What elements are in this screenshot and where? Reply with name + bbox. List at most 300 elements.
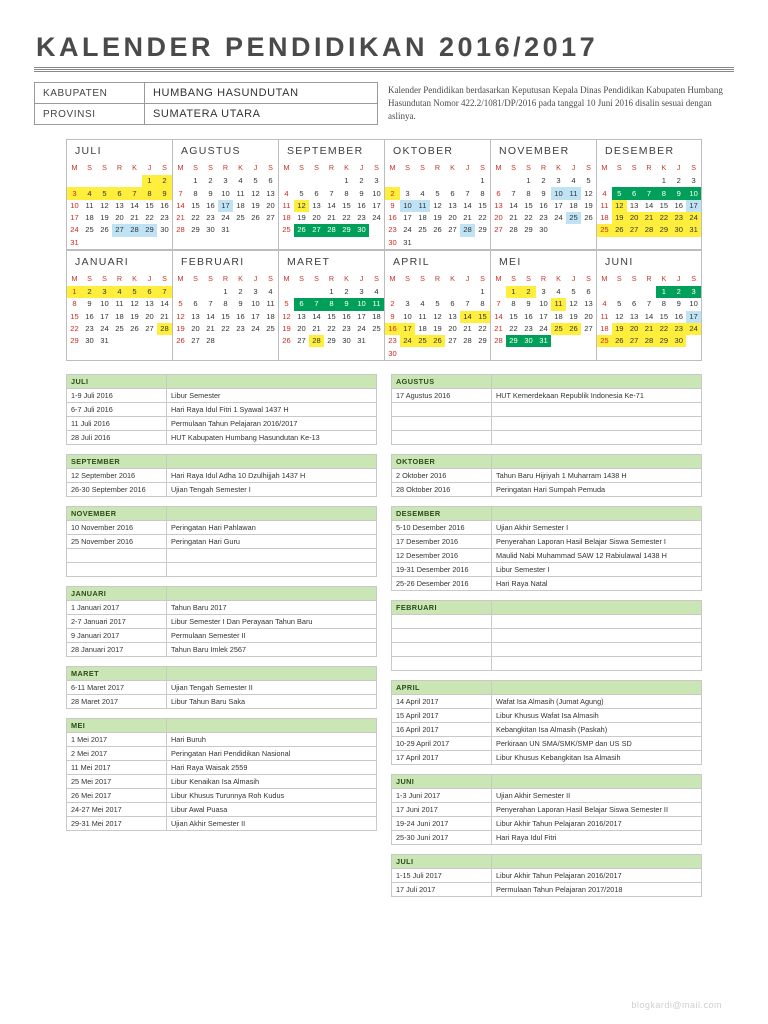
table-row xyxy=(392,882,702,896)
day-cell: 10 xyxy=(100,299,109,309)
weekday-header: R xyxy=(646,163,652,173)
empty-cell xyxy=(233,347,248,359)
empty-cell xyxy=(445,347,460,359)
empty-cell xyxy=(294,237,309,249)
weekday-header: S xyxy=(616,273,622,283)
day-cell: 4 xyxy=(112,286,127,298)
week-row xyxy=(491,237,596,249)
week-row xyxy=(279,298,384,310)
legend-date: 9 Januari 2017 xyxy=(67,628,167,642)
day-cell: 7 xyxy=(329,188,334,198)
table-row xyxy=(392,722,702,736)
day-cell: 7 xyxy=(465,299,470,309)
legend-description: Wafat Isa Almasih (Jumat Agung) xyxy=(492,694,702,708)
empty-cell xyxy=(369,237,384,249)
empty-cell xyxy=(642,175,657,187)
day-cell: 14 xyxy=(176,200,185,210)
legend-description: Libur Kenaikan Isa Almasih xyxy=(167,774,377,788)
day-cell: 4 xyxy=(238,176,243,186)
day-cell: 10 xyxy=(354,298,369,310)
day-cell: 1 xyxy=(506,286,521,298)
empty-cell xyxy=(536,237,551,249)
legend-date: 1-3 Juni 2017 xyxy=(392,788,492,802)
legend-date: 28 Juli 2016 xyxy=(67,430,167,444)
day-cell: 25 xyxy=(551,323,566,335)
empty-cell xyxy=(642,347,657,359)
day-cell: 15 xyxy=(475,311,490,323)
empty-cell xyxy=(551,224,566,236)
month-name: DESEMBER xyxy=(605,145,675,158)
empty-cell xyxy=(142,237,157,249)
identity-key: KABUPATEN xyxy=(35,83,145,104)
table-row xyxy=(67,614,377,628)
day-cell: 4 xyxy=(284,188,289,198)
day-cell: 20 xyxy=(312,213,321,223)
day-cell: 2 xyxy=(82,286,97,298)
empty-cell xyxy=(67,175,82,187)
legend-description: Hari Raya Idul Fitri xyxy=(492,830,702,844)
legend-description: Libur Khusus Kebangkitan Isa Almasih xyxy=(492,750,702,764)
day-cell: 5 xyxy=(253,176,258,186)
identity-value: SUMATERA UTARA xyxy=(145,104,378,125)
day-cell: 28 xyxy=(324,224,339,236)
day-cell: 30 xyxy=(388,237,397,247)
week-row xyxy=(491,286,596,298)
day-cell: 26 xyxy=(100,225,109,235)
day-cell: 24 xyxy=(403,225,412,235)
legend-date: 17 April 2017 xyxy=(392,750,492,764)
weekday-header-row xyxy=(597,273,701,286)
legend-date: 25-30 Juni 2017 xyxy=(392,830,492,844)
day-cell: 3 xyxy=(541,287,546,297)
day-cell: 9 xyxy=(87,299,92,309)
weekday-header: S xyxy=(162,163,167,173)
day-cell: 1 xyxy=(193,176,198,186)
legend-header-row xyxy=(392,680,702,694)
week-row xyxy=(491,335,596,347)
legend-description: Libur Awal Puasa xyxy=(167,802,377,816)
day-cell: 17 xyxy=(400,323,415,335)
day-cell: 10 xyxy=(372,188,381,198)
weekday-header: R xyxy=(646,273,652,283)
weekday-header: J xyxy=(676,163,681,173)
day-cell: 20 xyxy=(627,212,642,224)
day-cell: 31 xyxy=(403,237,412,247)
empty-cell xyxy=(581,237,596,249)
week-row xyxy=(173,187,278,199)
day-cell: 7 xyxy=(157,286,172,298)
day-cell: 8 xyxy=(72,299,77,309)
day-cell: 5 xyxy=(617,299,622,309)
legend-header-row xyxy=(67,454,377,468)
weekday-header-row xyxy=(279,273,384,286)
weekday-header: M xyxy=(389,273,396,283)
weekday-header: R xyxy=(328,163,335,173)
day-cell: 28 xyxy=(463,336,472,346)
day-cell: 19 xyxy=(176,323,185,333)
weekday-header: S xyxy=(480,163,485,173)
table-row xyxy=(392,468,702,482)
empty-cell xyxy=(203,347,218,359)
weekday-header: S xyxy=(691,273,696,283)
identity-block xyxy=(34,82,734,125)
day-cell: 4 xyxy=(82,187,97,199)
week-row xyxy=(597,286,701,298)
empty-cell xyxy=(597,237,612,249)
legend-block xyxy=(391,680,702,765)
day-cell: 8 xyxy=(480,299,485,309)
legend-header-row xyxy=(67,374,377,388)
month-block xyxy=(384,139,490,250)
day-cell: 22 xyxy=(327,323,336,333)
table-row xyxy=(67,628,377,642)
empty-cell xyxy=(157,335,172,347)
legend-date: 24-27 Mei 2017 xyxy=(67,802,167,816)
table-row xyxy=(67,548,377,562)
day-cell: 21 xyxy=(642,323,657,335)
empty-cell xyxy=(642,237,657,249)
day-cell: 30 xyxy=(160,225,169,235)
legend-header-row xyxy=(67,586,377,600)
week-row xyxy=(173,286,278,298)
empty-cell xyxy=(430,237,445,249)
empty-cell xyxy=(203,237,218,249)
day-cell: 26 xyxy=(130,323,139,333)
day-cell: 1 xyxy=(480,176,485,186)
day-cell: 13 xyxy=(297,311,306,321)
table-row xyxy=(67,816,377,830)
legend-description: Peringatan Hari Pahlawan xyxy=(167,520,377,534)
day-cell: 29 xyxy=(142,224,157,236)
day-cell: 21 xyxy=(206,323,215,333)
week-row xyxy=(279,224,384,236)
legend-date: 1-9 Juli 2016 xyxy=(67,388,167,402)
day-cell: 26 xyxy=(282,336,291,346)
day-cell: 25 xyxy=(372,323,381,333)
legend-month-title: JULI xyxy=(67,374,167,388)
empty-cell xyxy=(627,175,642,187)
legend-date xyxy=(392,614,492,628)
legend-description: Hari Raya Natal xyxy=(492,576,702,590)
day-cell: 27 xyxy=(584,323,593,333)
day-cell: 17 xyxy=(539,311,548,321)
legend-date: 1 Januari 2017 xyxy=(67,600,167,614)
week-row xyxy=(67,286,172,298)
month-block xyxy=(66,250,172,361)
day-cell: 30 xyxy=(85,336,94,346)
weekday-header-row xyxy=(173,273,278,286)
day-cell: 23 xyxy=(388,225,397,235)
weekday-header: S xyxy=(299,163,304,173)
empty-cell xyxy=(460,237,475,249)
empty-cell xyxy=(263,335,278,347)
day-cell: 28 xyxy=(157,323,172,335)
day-cell: 1 xyxy=(223,287,228,297)
weekday-header: K xyxy=(238,163,243,173)
legend-description: Tahun Baru Imlek 2567 xyxy=(167,642,377,656)
month-block xyxy=(490,250,596,361)
weekday-header: K xyxy=(661,273,667,283)
day-cell: 16 xyxy=(85,311,94,321)
day-cell: 11 xyxy=(236,188,245,198)
empty-cell xyxy=(612,237,627,249)
day-cell: 11 xyxy=(600,311,609,321)
legend-description: Maulid Nabi Muhammad SAW 12 Rabiulawal 1438 H xyxy=(492,548,702,562)
empty-cell xyxy=(671,237,686,249)
empty-cell xyxy=(506,175,521,187)
empty-cell xyxy=(324,347,339,359)
day-cell: 9 xyxy=(157,187,172,199)
week-row xyxy=(491,298,596,310)
month-name: JUNI xyxy=(605,255,634,268)
week-row xyxy=(385,175,490,187)
empty-cell xyxy=(233,224,248,236)
empty-cell xyxy=(127,175,142,187)
empty-cell xyxy=(263,347,278,359)
legend-description: Hari Raya Idul Adha 10 Dzulhijjah 1437 H xyxy=(167,468,377,482)
legend-block xyxy=(391,454,702,497)
legend-date: 12 September 2016 xyxy=(67,468,167,482)
empty-cell xyxy=(233,335,248,347)
day-cell: 23 xyxy=(539,213,548,223)
day-cell: 9 xyxy=(359,188,364,198)
weekday-header: K xyxy=(132,273,137,283)
day-cell: 1 xyxy=(480,287,485,297)
day-cell: 27 xyxy=(494,225,503,235)
empty-cell xyxy=(173,237,188,249)
day-cell: 12 xyxy=(100,200,109,210)
day-cell: 8 xyxy=(344,188,349,198)
day-cell: 29 xyxy=(191,225,200,235)
legend-date xyxy=(392,402,492,416)
weekday-header: K xyxy=(450,163,455,173)
legend-block xyxy=(391,600,702,671)
legend-table xyxy=(391,680,702,765)
day-cell: 15 xyxy=(524,200,533,210)
empty-cell xyxy=(430,175,445,187)
legend-description xyxy=(492,402,702,416)
day-cell: 28 xyxy=(509,225,518,235)
table-row xyxy=(392,534,702,548)
day-cell: 28 xyxy=(127,224,142,236)
day-cell: 18 xyxy=(266,311,275,321)
day-cell: 13 xyxy=(494,200,503,210)
legend-description: Kebangkitan Isa Almasih (Paskah) xyxy=(492,722,702,736)
week-row xyxy=(279,347,384,359)
week-row xyxy=(491,175,596,187)
weekday-header: J xyxy=(359,163,364,173)
legend-date: 2-7 Januari 2017 xyxy=(67,614,167,628)
table-row xyxy=(67,468,377,482)
empty-cell xyxy=(339,347,354,359)
empty-cell xyxy=(581,335,596,347)
weekday-header: S xyxy=(162,273,167,283)
day-cell: 10 xyxy=(686,187,701,199)
empty-cell xyxy=(369,347,384,359)
day-cell: 25 xyxy=(266,323,275,333)
legend-date: 17 Juli 2017 xyxy=(392,882,492,896)
day-cell: 11 xyxy=(551,298,566,310)
weekday-header: S xyxy=(374,163,379,173)
day-cell: 23 xyxy=(524,323,533,333)
day-cell: 18 xyxy=(554,311,563,321)
day-cell: 28 xyxy=(460,224,475,236)
legend-header-row xyxy=(392,854,702,868)
legend-description: Peringatan Hari Sumpah Pemuda xyxy=(492,482,702,496)
legend-month-title: OKTOBER xyxy=(392,454,492,468)
empty-cell xyxy=(279,347,294,359)
day-cell: 11 xyxy=(85,200,94,210)
legend-description: Libur Semester xyxy=(167,388,377,402)
day-cell: 25 xyxy=(85,225,94,235)
empty-cell xyxy=(415,175,430,187)
empty-cell xyxy=(475,347,490,359)
weekday-header: S xyxy=(208,273,213,283)
day-cell: 11 xyxy=(282,200,291,210)
legend-header-row xyxy=(67,506,377,520)
day-cell: 17 xyxy=(357,311,366,321)
day-cell: 13 xyxy=(448,200,457,210)
day-cell: 28 xyxy=(494,336,503,346)
week-row xyxy=(67,175,172,187)
day-cell: 18 xyxy=(85,213,94,223)
empty-cell xyxy=(445,286,460,298)
day-cell: 17 xyxy=(554,200,563,210)
day-cell: 23 xyxy=(671,212,686,224)
table-row xyxy=(67,520,377,534)
day-cell: 11 xyxy=(415,200,430,212)
empty-cell xyxy=(203,286,218,298)
month-block xyxy=(172,250,278,361)
day-cell: 7 xyxy=(642,187,657,199)
table-row xyxy=(392,750,702,764)
table-row xyxy=(392,642,702,656)
weekday-header-row xyxy=(173,162,278,175)
day-cell: 13 xyxy=(629,200,639,210)
legend-description: Perkiraan UN SMA/SMK/SMP dan US SD xyxy=(492,736,702,750)
week-row xyxy=(173,224,278,236)
day-cell: 3 xyxy=(556,176,561,186)
day-cell: 20 xyxy=(448,323,457,333)
week-row xyxy=(67,187,172,199)
legend-description xyxy=(492,628,702,642)
legend-description: Ujian Akhir Semester I xyxy=(492,520,702,534)
day-cell: 13 xyxy=(584,299,593,309)
legend-block xyxy=(391,506,702,591)
table-row xyxy=(35,104,378,125)
day-cell: 5 xyxy=(612,187,627,199)
table-row xyxy=(392,416,702,430)
day-cell: 14 xyxy=(460,311,475,323)
month-day-grid xyxy=(279,162,384,249)
day-cell: 25 xyxy=(415,335,430,347)
table-row xyxy=(67,694,377,708)
day-cell: 10 xyxy=(70,200,79,210)
week-row xyxy=(385,311,490,323)
legend-block xyxy=(66,374,377,445)
week-row xyxy=(597,237,701,249)
week-row xyxy=(597,323,701,335)
day-cell: 3 xyxy=(374,176,379,186)
legend-description: Hari Buruh xyxy=(167,732,377,746)
day-cell: 27 xyxy=(627,224,642,236)
day-cell: 10 xyxy=(551,187,566,199)
week-row xyxy=(67,298,172,310)
empty-cell xyxy=(112,347,127,359)
week-row xyxy=(67,323,172,335)
week-row xyxy=(597,224,701,236)
month-block xyxy=(66,139,172,250)
day-cell: 8 xyxy=(480,188,485,198)
legend-date xyxy=(67,562,167,576)
empty-cell xyxy=(627,347,642,359)
legend-table xyxy=(391,454,702,497)
week-row xyxy=(173,311,278,323)
week-row xyxy=(597,200,701,212)
legend-description xyxy=(167,548,377,562)
legend-date xyxy=(392,642,492,656)
day-cell: 9 xyxy=(390,200,395,210)
legend-header-blank xyxy=(167,374,377,388)
weekday-header: S xyxy=(586,163,591,173)
week-row xyxy=(597,175,701,187)
empty-cell xyxy=(248,224,263,236)
weekday-header: S xyxy=(299,273,304,283)
day-cell: 19 xyxy=(612,212,627,224)
legend-date: 2 Mei 2017 xyxy=(67,746,167,760)
empty-cell xyxy=(415,237,430,249)
table-row xyxy=(392,402,702,416)
legend-description: Libur Akhir Tahun Pelajaran 2016/2017 xyxy=(492,868,702,882)
empty-cell xyxy=(551,237,566,249)
day-cell: 12 xyxy=(176,311,185,321)
empty-cell xyxy=(627,237,642,249)
day-cell: 17 xyxy=(218,200,233,212)
day-cell: 7 xyxy=(309,298,324,310)
day-cell: 1 xyxy=(329,287,334,297)
week-row xyxy=(279,212,384,224)
day-cell: 29 xyxy=(478,225,487,235)
table-row xyxy=(67,680,377,694)
day-cell: 27 xyxy=(309,224,324,236)
empty-cell xyxy=(597,347,612,359)
week-row xyxy=(491,224,596,236)
legend-header-blank xyxy=(167,506,377,520)
day-cell: 16 xyxy=(236,311,245,321)
legend-block xyxy=(66,586,377,657)
table-row xyxy=(67,482,377,496)
day-cell: 21 xyxy=(509,213,518,223)
day-cell: 20 xyxy=(297,323,306,333)
legend-header-row xyxy=(67,666,377,680)
month-block xyxy=(490,139,596,250)
empty-cell xyxy=(97,237,112,249)
empty-cell xyxy=(188,347,203,359)
day-cell: 5 xyxy=(435,188,440,198)
legend-section xyxy=(34,374,734,906)
empty-cell xyxy=(369,224,384,236)
day-cell: 24 xyxy=(221,213,230,223)
day-cell: 28 xyxy=(642,224,657,236)
weekday-header: S xyxy=(405,163,410,173)
week-row xyxy=(491,187,596,199)
legend-column-left xyxy=(66,374,377,906)
legend-date xyxy=(392,430,492,444)
weekday-header: M xyxy=(71,273,78,283)
day-cell: 15 xyxy=(145,200,154,210)
weekday-header: S xyxy=(420,163,425,173)
day-cell: 17 xyxy=(403,213,412,223)
